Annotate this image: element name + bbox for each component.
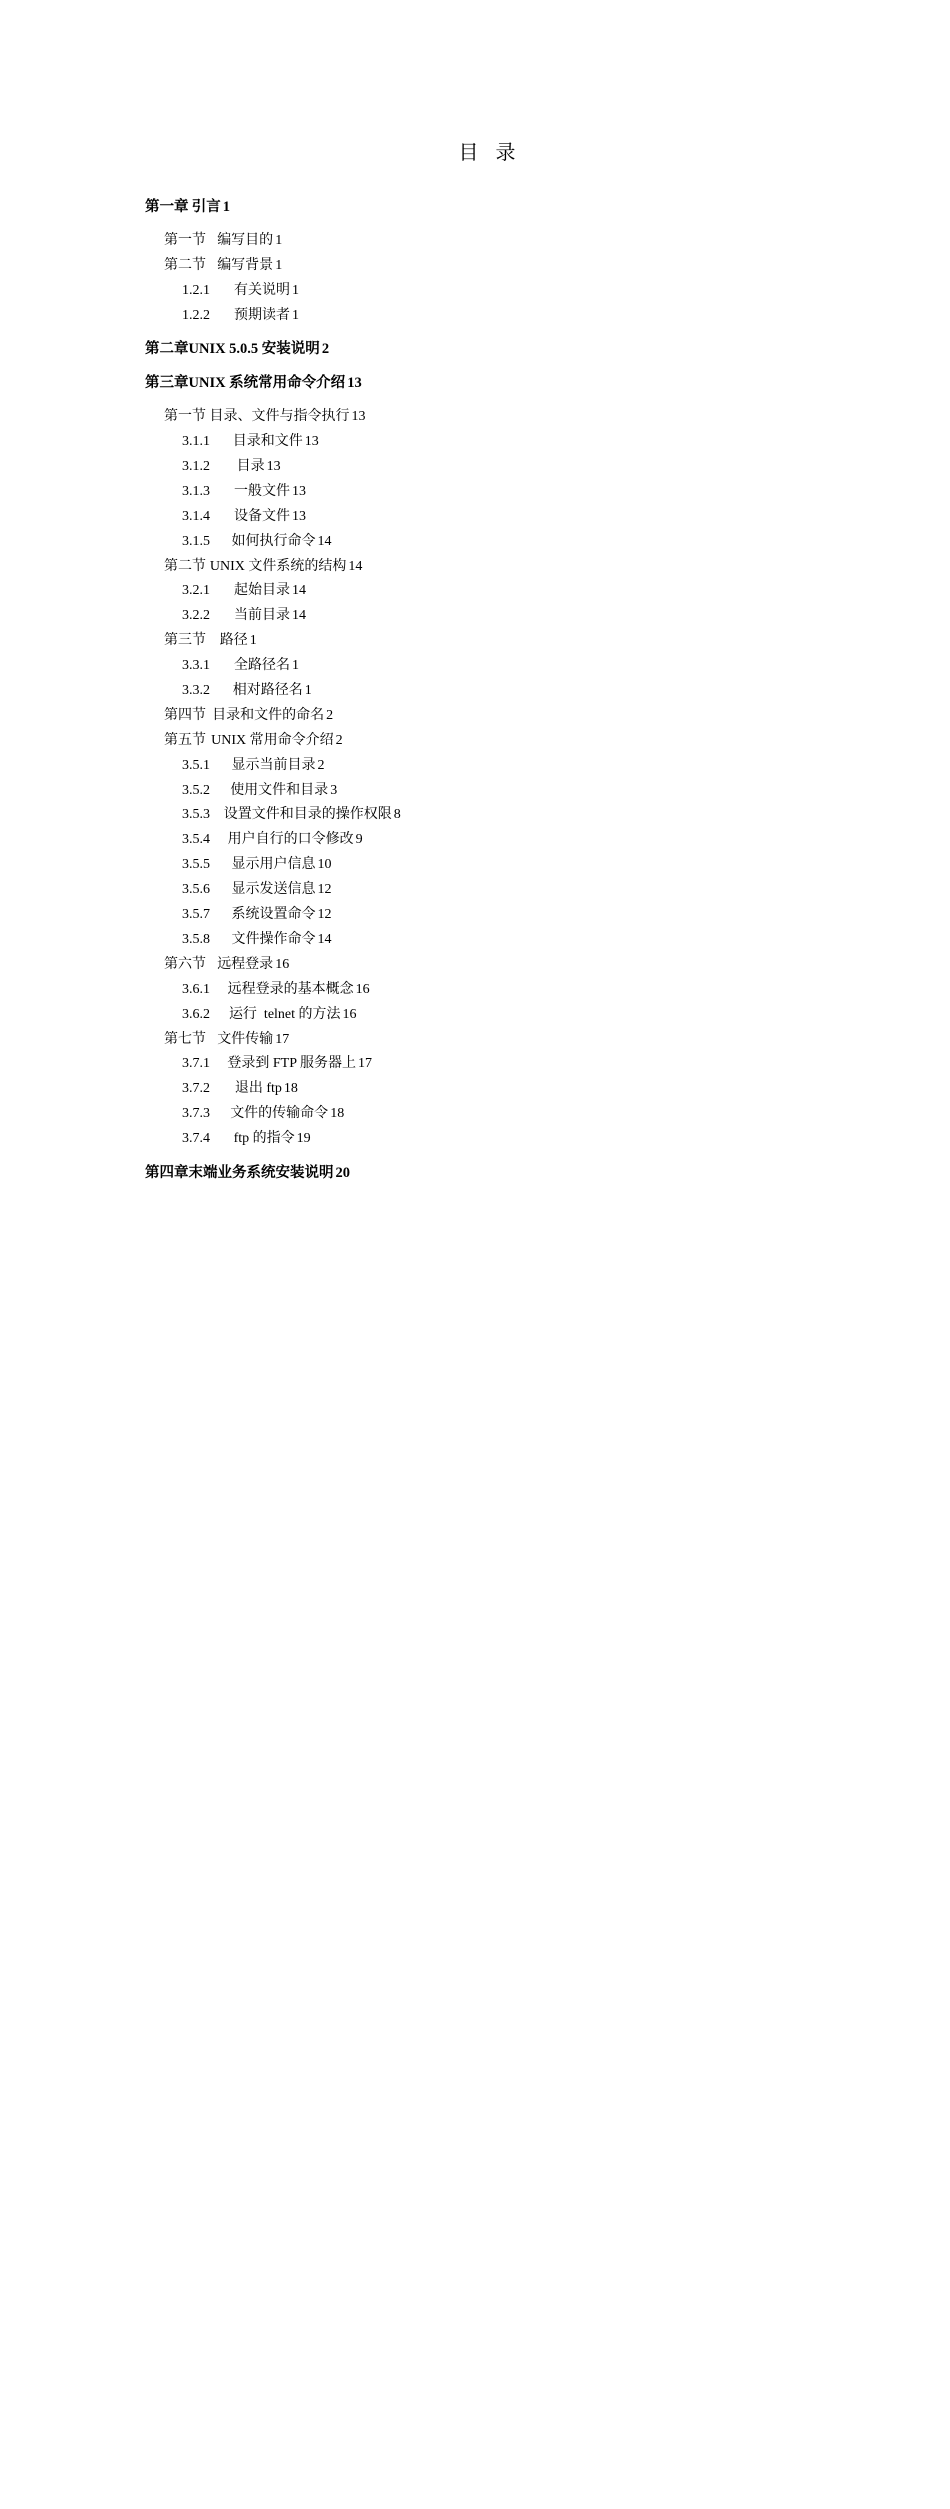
toc-entry-number: 3.6.2	[182, 1007, 229, 1023]
toc-entry-title: UNIX 常用命令介绍	[211, 729, 334, 749]
toc-entry-page: 13	[347, 375, 807, 1719]
toc-entry-number: 3.5.8	[182, 932, 231, 948]
toc-entry-title: 全路径名	[234, 654, 290, 674]
toc-entry-page: 18	[284, 1081, 807, 2425]
toc-entry-number: 3.5.3	[182, 807, 224, 823]
toc-entry-page: 13	[305, 434, 807, 1778]
toc-entry-page: 17	[275, 1032, 807, 2376]
toc-entry-page: 3	[330, 783, 807, 2127]
toc-entry-number: 3.3.1	[182, 658, 234, 674]
toc-entry-title: 一般文件	[234, 480, 290, 500]
toc-entry-title: 显示发送信息	[231, 878, 315, 898]
toc-entry-page: 10	[317, 857, 807, 2201]
toc-entry-number: 3.5.4	[182, 832, 228, 848]
toc-entry-page: 12	[317, 882, 807, 2226]
toc-entry-title: 远程登录的基本概念	[228, 978, 354, 998]
toc-entry-number: 3.1.4	[182, 509, 234, 525]
toc-entry-title: 设备文件	[234, 505, 290, 525]
toc-entry-title: 系统设置命令	[231, 903, 315, 923]
toc-title: 目 录	[458, 142, 522, 164]
toc-entry-title: 目录和文件的命名	[212, 704, 324, 724]
toc-entry-page: 12	[317, 907, 807, 2251]
toc-entry-title: 文件的传输命令	[230, 1102, 328, 1122]
toc-entry-title: 显示用户信息	[231, 853, 315, 873]
toc-entry-number: 1.2.2	[182, 308, 234, 324]
toc-entry-number: 3.5.2	[182, 783, 230, 799]
toc-entry-title: 目录和文件	[233, 430, 303, 450]
toc-entry-page: 13	[292, 484, 807, 1828]
toc-entry-number: 第六节	[164, 953, 217, 973]
toc-entry-title: UNIX 文件系统的结构	[210, 555, 347, 575]
toc-entry-page: 2	[317, 758, 807, 2102]
toc-entry-number: 第五节	[164, 729, 211, 749]
toc-entry-title: 如何执行命令	[231, 530, 315, 550]
toc-entry-page: 20	[336, 1165, 808, 2509]
toc-entry-page: 13	[292, 509, 807, 1853]
toc-entry-title: 登录到 FTP 服务器上	[227, 1052, 356, 1072]
toc-entry-number: 3.3.2	[182, 683, 233, 699]
toc-entry-number: 第二节	[164, 555, 210, 575]
toc-entry-page: 17	[358, 1056, 807, 2400]
toc-entry-number: 3.1.3	[182, 484, 234, 500]
toc-entry-page: 18	[330, 1106, 807, 2450]
toc-entry-page: 8	[394, 807, 807, 2151]
toc-entry-title: 起始目录	[234, 579, 290, 599]
toc-entry-number: 3.6.1	[182, 982, 228, 998]
toc-entry-page: 9	[356, 832, 807, 2176]
toc-entry[interactable]	[145, 195, 807, 220]
toc-entry-page: 1	[305, 683, 807, 2027]
toc-entry-page: 1	[292, 308, 807, 1652]
toc-entry-title: 退出 ftp	[235, 1077, 282, 1097]
toc-entry-page: 14	[317, 932, 807, 2276]
toc-entry-page: 13	[267, 459, 807, 1803]
toc-entry-number: 第一节	[164, 229, 217, 249]
toc-entry-page: 14	[348, 559, 807, 1903]
toc-entry-page: 2	[336, 733, 807, 2077]
toc-entry-title: 运行 telnet 的方法	[229, 1003, 341, 1023]
toc-entry-number: 3.5.7	[182, 907, 231, 923]
toc-entry-number: 第三节	[164, 629, 220, 649]
toc-entry-title: 显示当前目录	[231, 754, 315, 774]
toc-entry-page: 16	[343, 1007, 807, 2351]
toc-entry-number: 3.1.5	[182, 534, 231, 550]
toc-entry-number: 第七节	[164, 1028, 217, 1048]
toc-entry-page: 16	[275, 957, 807, 2301]
toc-entry-title: 引言	[192, 195, 221, 216]
toc-entry-number: 第三章	[145, 371, 189, 392]
toc-entry-number: 3.5.1	[182, 758, 231, 774]
toc-entry-title: 远程登录	[217, 953, 273, 973]
toc-entry-page: 1	[250, 633, 807, 1977]
toc-entry-number: 第一节	[164, 405, 210, 425]
toc-entry-title: UNIX 系统常用命令介绍	[189, 371, 346, 392]
toc-entry-title: 末端业务系统安装说明	[189, 1161, 334, 1182]
toc-entry-page: 14	[292, 583, 807, 1927]
toc-entry-number: 3.5.5	[182, 857, 231, 873]
toc-entry-title: 相对路径名	[233, 679, 303, 699]
toc-entry-page: 19	[297, 1131, 807, 2475]
toc-entry-number: 3.1.2	[182, 459, 237, 475]
toc-entry-page: 1	[292, 283, 807, 1627]
toc-entry-page: 1	[275, 233, 807, 1577]
toc-entry-number: 第一章	[145, 195, 192, 216]
toc-entry-number: 3.7.2	[182, 1081, 235, 1097]
toc-entry-page: 1	[223, 199, 807, 1543]
toc-entry-title: UNIX 5.0.5 安装说明	[189, 337, 320, 358]
toc-entry-page: 14	[317, 534, 807, 1878]
toc-entry-number: 第四节	[164, 704, 212, 724]
toc-entry-number: 第二节	[164, 254, 217, 274]
toc-entry-title: 编写目的	[217, 229, 273, 249]
toc-entry-number: 3.7.1	[182, 1056, 227, 1072]
toc-entry-title: 文件传输	[217, 1028, 273, 1048]
toc-entry-number: 3.5.6	[182, 882, 231, 898]
toc-entry-number: 3.2.1	[182, 583, 234, 599]
toc-entry-page: 13	[352, 409, 807, 1753]
toc-entry-number: 3.7.3	[182, 1106, 230, 1122]
toc-entry-title: 当前目录	[234, 604, 290, 624]
toc-entry-number: 第二章	[145, 337, 189, 358]
toc-entry-page: 1	[292, 658, 807, 2002]
toc-entry-page: 16	[356, 982, 807, 2326]
toc-entry-title: 编写背景	[217, 254, 273, 274]
toc-entry-page: 2	[326, 708, 807, 2052]
toc-entry-title: 设置文件和目录的操作权限	[224, 803, 392, 823]
toc-entry-title: 文件操作命令	[231, 928, 315, 948]
toc-entry-title: ftp 的指令	[234, 1127, 295, 1147]
toc-entry-number: 3.2.2	[182, 608, 234, 624]
toc-entry-title: 目录、文件与指令执行	[210, 405, 350, 425]
toc-entry-page: 2	[322, 341, 807, 1685]
table-of-contents	[145, 195, 807, 1186]
toc-entry-title: 有关说明	[234, 279, 290, 299]
toc-entry-title: 路径	[220, 629, 248, 649]
toc-entry-title: 用户自行的口令修改	[228, 828, 354, 848]
toc-entry-number: 第四章	[145, 1161, 189, 1182]
toc-entry-page: 1	[275, 258, 807, 1602]
toc-entry-title: 预期读者	[234, 304, 290, 324]
toc-entry-number: 3.1.1	[182, 434, 233, 450]
toc-entry-page: 14	[292, 608, 807, 1952]
toc-entry-number: 1.2.1	[182, 283, 234, 299]
toc-entry-title: 目录	[237, 455, 265, 475]
toc-entry-title: 使用文件和目录	[230, 779, 328, 799]
toc-entry-number: 3.7.4	[182, 1131, 234, 1147]
